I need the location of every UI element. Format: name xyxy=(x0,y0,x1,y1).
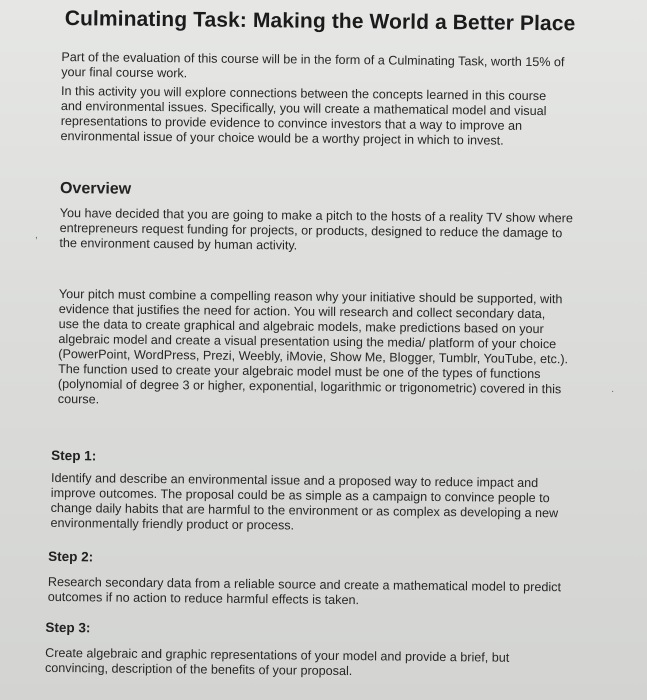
step-1-heading: Step 1: xyxy=(51,447,97,464)
text-line: improve outcomes. The proposal could be as simple as a campaign to convince people to xyxy=(50,485,550,506)
intro-paragraph-activity xyxy=(60,84,546,149)
text-line: Research secondary data from a reliable source and create a mathematical model to predict xyxy=(47,574,562,595)
text-line: entrepreneurs request funding for projects, or products, designed to reduce the damage to xyxy=(59,221,563,241)
text-line: environmental issue of your choice would be a worthy project in which to invest. xyxy=(60,129,504,148)
text-line: use the data to create graphical and algebraic models, make predictions based on your xyxy=(58,317,544,337)
step-1-description xyxy=(50,471,558,536)
text-line: your final course work. xyxy=(61,65,188,81)
step-2-heading: Step 2: xyxy=(48,548,94,565)
text-line: (PowerPoint, WordPress, Prezi, Weebly, iMovie, Show Me, Blogger, Tumblr, YouTube, etc.). xyxy=(58,347,569,367)
text-line: You have decided that you are going to make a pitch to the hosts of a reality TV show where xyxy=(59,206,573,226)
document-page xyxy=(33,0,635,700)
text-line: In this activity you will explore connections between the concepts learned in this course xyxy=(60,84,547,104)
page-title: Culminating Task: Making the World a Better Place xyxy=(64,7,576,36)
overview-paragraph-requirements xyxy=(58,287,569,412)
text-line: The function used to create your algebraic model must be one of the types of functions xyxy=(58,362,541,382)
step-3-description xyxy=(45,646,509,681)
text-line: (polynomial of degree 3 or higher, exponential, logarithmic or trigonometric) covered in this xyxy=(57,377,562,397)
overview-heading: Overview xyxy=(59,180,132,198)
step-2-description xyxy=(48,575,561,610)
stray-mark: · xyxy=(611,386,615,397)
text-line: convincing, description of the benefits of your proposal. xyxy=(44,660,353,679)
text-line: representations to provide evidence to convince investors that a way to improve an xyxy=(60,114,523,133)
text-line: the environment caused by human activity. xyxy=(59,236,298,253)
stray-mark: , xyxy=(35,230,38,241)
text-line: course. xyxy=(57,391,100,407)
text-line: outcomes if no action to reduce harmful effects is taken. xyxy=(47,589,360,608)
text-line: evidence that justifies the need for action. You will research and collect secondary data, xyxy=(58,302,546,322)
step-3-heading: Step 3: xyxy=(45,619,91,636)
text-line: algebraic model and create a visual presentation using the media/ platform of your choice xyxy=(58,332,557,352)
text-line: change daily habits that are harmful to the environment or as complex as developing a new xyxy=(50,500,559,521)
text-line: Identify and describe an environmental issue and a proposed way to reduce impact and xyxy=(50,470,539,491)
text-line: and environmental issues. Specifically, you will create a mathematical model and visual xyxy=(60,99,547,119)
intro-paragraph-evaluation xyxy=(61,50,564,85)
text-line: Create algebraic and graphic representations of your model and provide a brief, but xyxy=(45,645,510,665)
text-line: Your pitch must combine a compelling reason why your initiative should be supported, with xyxy=(58,287,563,307)
text-line: environmentally friendly product or process. xyxy=(50,515,295,533)
text-line: Part of the evaluation of this course will be in the form of a Culminating Task, worth 15% of xyxy=(61,50,565,70)
overview-paragraph-pitch xyxy=(59,206,573,256)
